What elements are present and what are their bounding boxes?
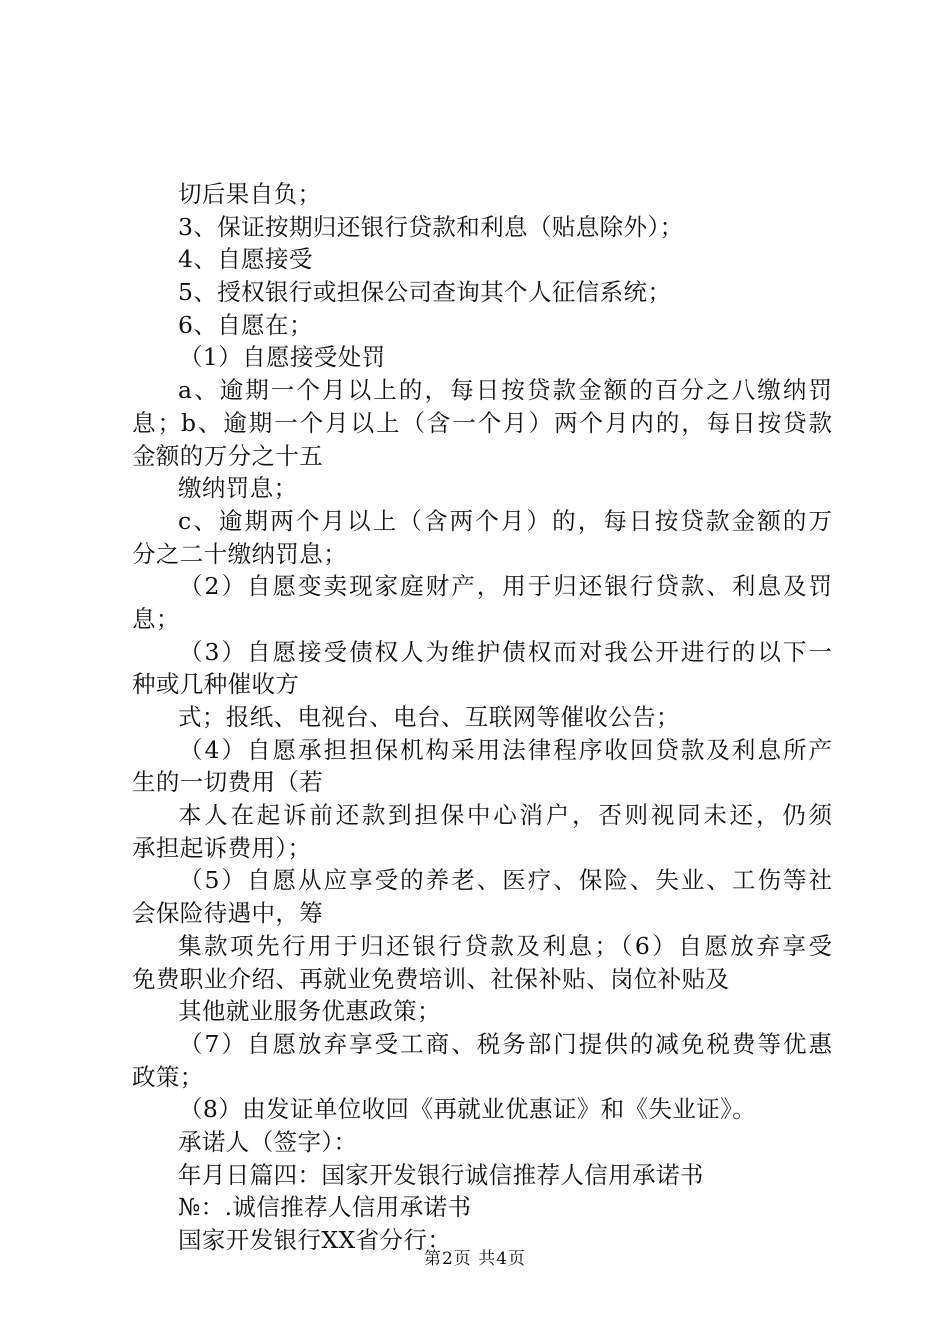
text-line: （3）自愿接受债权人为维护债权而对我公开进行的以下一 [179,637,832,666]
text-line: 息； [132,604,180,633]
text-line: （4）自愿承担担保机构采用法律程序收回贷款及利息所产 [179,735,832,764]
text-line: 会保险待遇中，筹 [132,899,324,928]
text-line: 分之二十缴纳罚息； [132,539,348,568]
text-line: 种或几种催收方 [132,670,300,699]
text-line: 承诺人（签字）： [178,1127,358,1156]
document-body [132,178,832,1257]
text-line: 国家开发银行XX省分行： [178,1226,452,1254]
text-line: 政策； [132,1062,204,1091]
text-line: 切后果自负； [178,180,322,208]
text-line: №：.诚信推荐人信用承诺书 [178,1193,472,1222]
text-line: （8）由发证单位收回《再就业优惠证》和《失业证》。 [179,1095,757,1124]
text-line: 6、自愿在； [178,310,313,339]
text-line: 4、自愿接受 [178,245,313,274]
text-line: a、逾期一个月以上的，每日按贷款金额的百分之八缴纳罚 [178,376,832,405]
text-line: 年月日篇四：国家开发银行诚信推荐人信用承诺书 [178,1160,704,1189]
text-line: （2）自愿变卖现家庭财产，用于归还银行贷款、利息及罚 [179,572,832,601]
text-line: c、逾期两个月以上（含两个月）的，每日按贷款金额的万 [178,506,832,535]
text-line: （5）自愿从应享受的养老、医疗、保险、失业、工伤等社 [179,866,832,895]
text-line: 式；报纸、电视台、电台、互联网等催收公告； [178,703,680,731]
page-number-footer: 第2页 共4页 [423,1249,527,1269]
text-line: 免费职业介绍、再就业免费培训、社保补贴、岗位补贴及 [132,964,730,993]
text-line: 5、授权银行或担保公司查询其个人征信系统； [178,278,672,307]
text-line: 息；b、逾期一个月以上（含一个月）两个月内的，每日按贷款 [132,408,832,437]
text-line: 3、保证按期归还银行贷款和利息（贴息除外）； [178,212,684,241]
text-line: 生的一切费用（若 [132,768,324,797]
text-line: 缴纳罚息； [178,474,298,503]
text-line: （1）自愿接受处罚 [179,343,386,372]
text-line: 集款项先行用于归还银行贷款及利息；（6）自愿放弃享受 [178,931,832,960]
text-line: 其他就业服务优惠政策； [178,997,441,1026]
text-line: 承担起诉费用）； [132,833,312,862]
text-line: （7）自愿放弃享受工商、税务部门提供的减免税费等优惠 [179,1029,832,1058]
text-line: 本人在起诉前还款到担保中心消户，否则视同未还，仍须 [178,801,832,830]
text-line: 金额的万分之十五 [132,441,324,470]
